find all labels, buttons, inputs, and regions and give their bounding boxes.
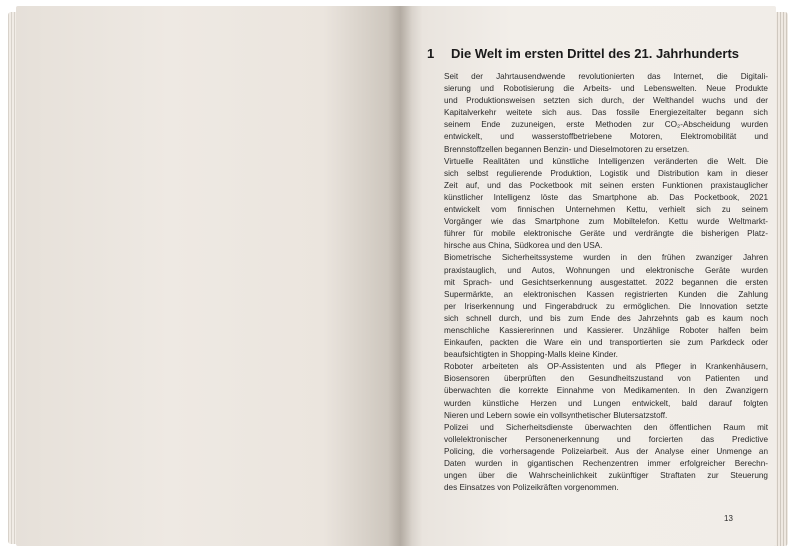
text-line: entwickelt, und wasserstoffbetriebene Motoren, Elektromobilität und — [444, 132, 768, 142]
text-line: des Einsatzes von Polizeikräften vorgenommen. — [444, 483, 619, 493]
text-line: Brennstoffzellen begannen Benzin- und Dieselmotoren zu ersetzen. — [444, 144, 690, 154]
book-gutter — [388, 6, 412, 546]
text-line: per Iriserkennung und Fingerabdruck zu ermöglichen. Die Innovation setzte — [444, 301, 768, 311]
text-line: sich selbst regulierende Produktion, Logistik und Distribution kam in dieser — [444, 168, 768, 178]
text-line: Biometrische Sicherheitssysteme wurden in den frühen zwanziger Jahren — [444, 253, 768, 263]
text-line: und Produktionsweisen setzten sich durch, der Welthandel wuchs und der — [444, 96, 768, 106]
text-line: führer für mobile elektronische Geräte und verdrängte die bisherigen Platz- — [444, 229, 768, 239]
text-line: Roboter arbeiteten als OP-Assistenten und als Pfleger in Krankenhäusern, — [444, 362, 768, 372]
text-line: überwachten die korrekte Einnahme von Medikamenten. In den Zwanzigern — [444, 386, 768, 396]
text-line: Kapitalverkehr weitete sich aus. Das fossile Energiezeitalter begann sich — [444, 108, 768, 118]
text-line: Seit der Jahrtausendwende revolutionierten das Internet, die Digitali- — [444, 72, 768, 81]
text-line: vollelektronischer Personenerkennung und forcierten das Predictive — [444, 434, 768, 444]
text-line: Biosensoren überprüften den Gesundheitszustand von Patienten und — [444, 374, 768, 384]
text-line: hirsche aus China, Südkorea und den USA. — [444, 241, 603, 251]
text-line: Daten wurden in gigantischen Rechenzentren immer erfolgreicher Berechn- — [444, 459, 768, 468]
text-line: Zeit auf, und das Pocketbook mit seinen ersten Funktionen praxistauglicher — [444, 180, 768, 190]
text-line: Vorgänger wie das Smartphone zum Mobiltelefon. Kettu wurde Weltmarkt- — [444, 217, 768, 227]
chapter-number: 1 — [427, 46, 435, 61]
text-line: Polizei und Sicherheitsdienste überwachten den öffentlichen Raum mit — [444, 422, 768, 432]
text-line: praxistauglich, und Autos, Wohnungen und elektronische Geräte wurden — [444, 265, 768, 275]
left-page-blank — [16, 6, 400, 546]
text-line: mit Sprach- und Gesichtserkennung ausgestattet. 2022 begannen die ersten — [444, 277, 768, 287]
chapter-body-text — [444, 71, 768, 494]
text-line: künstlicher Intelligenz löste das Smartphone ab. Das Pocketbook, 2021 — [444, 192, 768, 202]
chapter-heading — [427, 46, 757, 62]
text-line: beaufsichtigten in Shopping-Malls kleine Kinder. — [444, 350, 618, 360]
text-line: wurden künstliche Herzen und Lungen entwickelt, bald darauf folgten — [444, 398, 768, 408]
text-line: menschliche Kassiererinnen und Kassierer. Unzählige Roboter halfen beim — [444, 325, 768, 335]
text-line: Supermärkte, an elektronischen Kassen registrierten Kunden die Zahlung — [444, 289, 768, 299]
text-line: Policing, die vorhersagende Polizeiarbeit. Aus der Analyse einer Unmenge an — [444, 446, 768, 456]
text-line: Virtuelle Realitäten und künstliche Intelligenzen veränderten die Welt. Die — [444, 156, 768, 166]
text-line: sierung und Robotisierung die Arbeits- und Lebenswelten. Neue Produkte — [444, 84, 768, 94]
chapter-title: Die Welt im ersten Drittel des 21. Jahrhunderts — [451, 46, 740, 61]
text-line: Nieren und Lebern sowie ein vollsynthetischer Blutersatzstoff. — [444, 410, 668, 420]
page-number: 13 — [724, 514, 733, 523]
text-line: ungen über die Wahrscheinlichkeit zukünftiger Straftaten zur Steuerung — [444, 471, 768, 481]
text-line: seinem Ende zuzuneigen, erste Methoden zur CO₂-Abscheidung wurden — [444, 120, 768, 130]
text-line: sich schnell durch, und bis zum Ende des Jahrzehnts gab es kaum noch — [444, 313, 768, 323]
text-line: entwickelt vom finnischen Unternehmen Kettu, verhielt sich zu seinem — [444, 205, 768, 215]
text-line: Einkaufen, packten die Ware ein und transportierten sie zum Parkdeck oder — [444, 338, 768, 348]
